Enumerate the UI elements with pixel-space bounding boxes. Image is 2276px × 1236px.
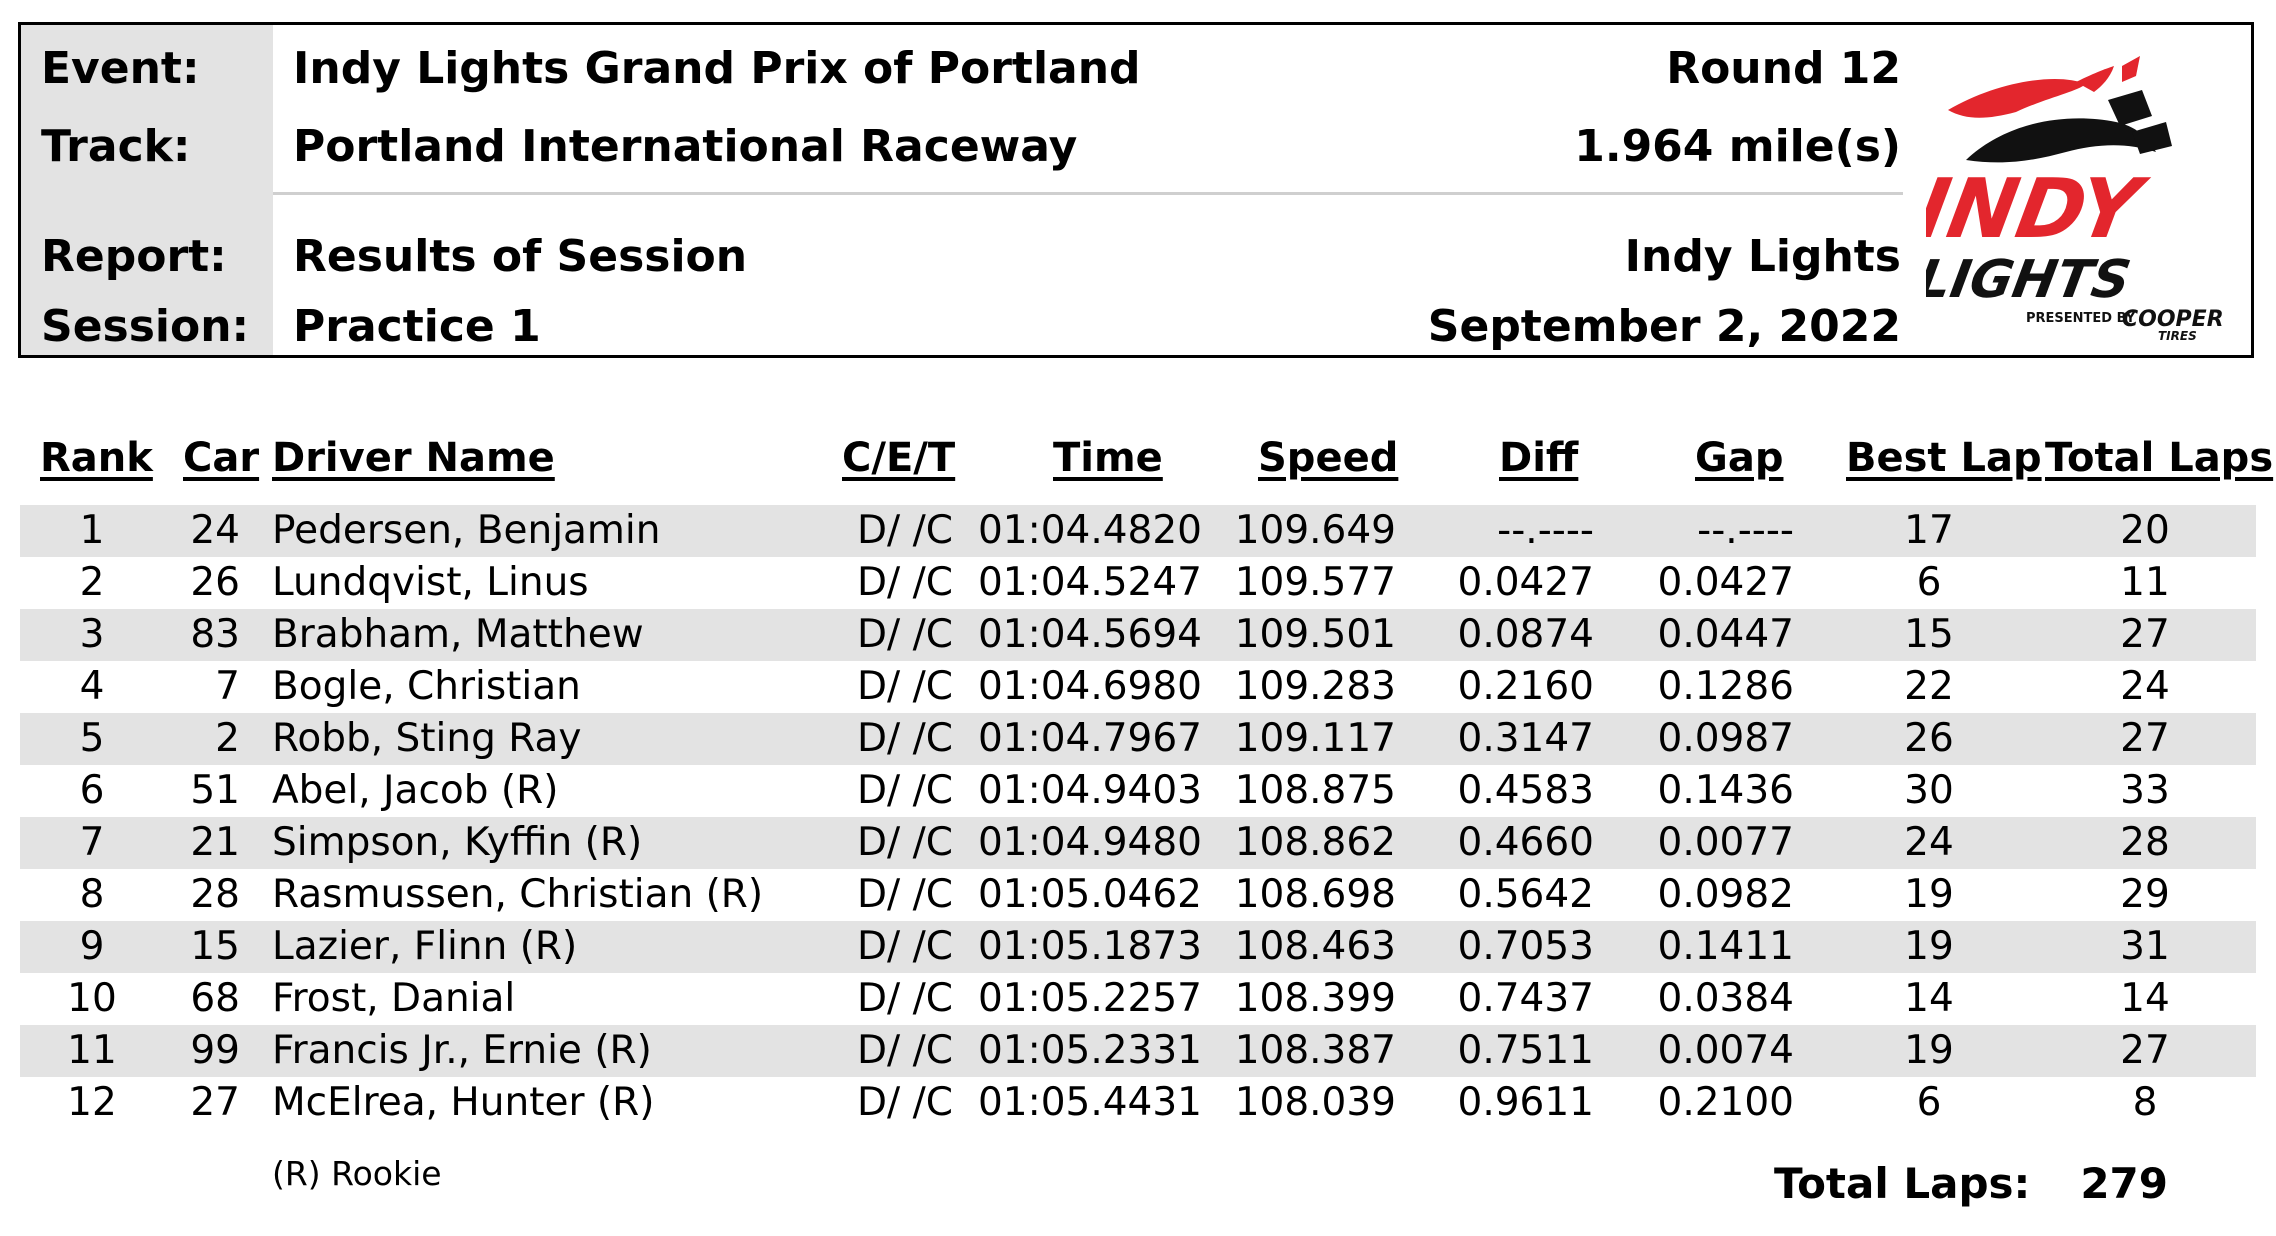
cell-best-lap: 19 (1904, 1028, 1954, 1073)
cell-car: 7 (215, 664, 240, 709)
cell-total-laps: 8 (2132, 1080, 2158, 1125)
table-row (20, 765, 2256, 817)
cell-car: 99 (190, 1028, 240, 1073)
table-row (20, 609, 2256, 661)
cell-best-lap: 26 (1904, 716, 1954, 761)
cell-diff: 0.5642 (1457, 872, 1594, 917)
cell-speed: 108.039 (1234, 1080, 1396, 1125)
cell-gap: 0.0987 (1657, 716, 1794, 761)
cell-best-lap: 19 (1904, 872, 1954, 917)
cell-total-laps: 29 (2120, 872, 2170, 917)
cell-driver: Rasmussen, Christian (R) (272, 872, 764, 917)
cell-rank: 4 (79, 664, 105, 709)
cell-rank: 1 (79, 508, 105, 553)
report-name: Results of Session (293, 231, 748, 282)
cell-cet: D/ /C (857, 1080, 953, 1125)
cell-car: 21 (190, 820, 240, 865)
session-date: September 2, 2022 (1427, 301, 1901, 352)
session-header (18, 22, 2254, 358)
col-diff: Diff (1499, 435, 1579, 481)
cell-cet: D/ /C (857, 924, 953, 969)
cell-total-laps: 11 (2120, 560, 2170, 605)
cell-driver: Simpson, Kyffin (R) (272, 820, 643, 865)
cell-best-lap: 6 (1916, 1080, 1942, 1125)
logo-indy-text: INDY (1926, 161, 2148, 257)
cell-time: 01:05.0462 (977, 872, 1202, 917)
cell-total-laps: 31 (2120, 924, 2170, 969)
cell-speed: 108.698 (1234, 872, 1396, 917)
cell-driver: Robb, Sting Ray (272, 716, 582, 761)
logo-lights-text: LIGHTS (1926, 249, 2136, 310)
cell-cet: D/ /C (857, 716, 953, 761)
cell-best-lap: 19 (1904, 924, 1954, 969)
track-label: Track: (41, 121, 191, 172)
cell-best-lap: 30 (1904, 768, 1954, 813)
cell-driver: Abel, Jacob (R) (272, 768, 559, 813)
col-gap: Gap (1695, 435, 1784, 481)
logo-sponsor: COOPER (2122, 307, 2224, 332)
cell-time: 01:04.5247 (977, 560, 1202, 605)
col-best-lap: Best Lap (1846, 435, 2042, 481)
cell-rank: 5 (79, 716, 105, 761)
cell-cet: D/ /C (857, 612, 953, 657)
cell-total-laps: 27 (2120, 1028, 2170, 1073)
col-driver: Driver Name (272, 435, 555, 481)
cell-speed: 108.399 (1234, 976, 1396, 1021)
cell-diff: 0.3147 (1457, 716, 1594, 761)
cell-time: 01:05.1873 (977, 924, 1202, 969)
cell-cet: D/ /C (857, 820, 953, 865)
cell-rank: 9 (79, 924, 105, 969)
cell-driver: Francis Jr., Ernie (R) (272, 1028, 652, 1073)
cell-gap: --.---- (1697, 508, 1794, 553)
cell-diff: 0.9611 (1457, 1080, 1594, 1125)
table-row (20, 973, 2256, 1025)
cell-rank: 6 (79, 768, 105, 813)
col-total-laps: Total Laps (2045, 435, 2274, 481)
cell-driver: Pedersen, Benjamin (272, 508, 661, 553)
cell-total-laps: 24 (2120, 664, 2170, 709)
cell-cet: D/ /C (857, 664, 953, 709)
cell-gap: 0.0077 (1657, 820, 1794, 865)
cell-time: 01:04.9480 (977, 820, 1202, 865)
cell-total-laps: 27 (2120, 716, 2170, 761)
cell-driver: Brabham, Matthew (272, 612, 644, 657)
report-label: Report: (41, 231, 227, 282)
cell-car: 2 (215, 716, 240, 761)
cell-driver: McElrea, Hunter (R) (272, 1080, 655, 1125)
col-car: Car (183, 435, 260, 481)
cell-speed: 109.117 (1234, 716, 1396, 761)
track-name: Portland International Raceway (293, 121, 1078, 172)
round-number: Round 12 (1666, 43, 1901, 94)
cell-car: 26 (190, 560, 240, 605)
cell-driver: Bogle, Christian (272, 664, 581, 709)
cell-diff: 0.7053 (1457, 924, 1594, 969)
indy-lights-logo-icon (1926, 42, 2236, 342)
col-rank: Rank (40, 435, 153, 481)
cell-driver: Lundqvist, Linus (272, 560, 589, 605)
logo-presented-by: PRESENTED BY (2026, 311, 2136, 326)
cell-time: 01:04.4820 (977, 508, 1202, 553)
table-row (20, 817, 2256, 869)
cell-speed: 109.283 (1234, 664, 1396, 709)
cell-cet: D/ /C (857, 872, 953, 917)
series-name: Indy Lights (1624, 231, 1901, 282)
table-row (20, 557, 2256, 609)
cell-diff: 0.7437 (1457, 976, 1594, 1021)
cell-cet: D/ /C (857, 508, 953, 553)
cell-diff: --.---- (1497, 508, 1594, 553)
cell-car: 27 (190, 1080, 240, 1125)
event-label: Event: (41, 43, 200, 94)
cell-total-laps: 20 (2120, 508, 2170, 553)
cell-car: 28 (190, 872, 240, 917)
cell-car: 83 (190, 612, 240, 657)
cell-best-lap: 22 (1904, 664, 1954, 709)
cell-gap: 0.1411 (1657, 924, 1794, 969)
cell-rank: 12 (67, 1080, 117, 1125)
cell-cet: D/ /C (857, 976, 953, 1021)
cell-diff: 0.0427 (1457, 560, 1594, 605)
cell-total-laps: 33 (2120, 768, 2170, 813)
cell-gap: 0.0427 (1657, 560, 1794, 605)
cell-diff: 0.0874 (1457, 612, 1594, 657)
cell-total-laps: 28 (2120, 820, 2170, 865)
cell-gap: 0.0384 (1657, 976, 1794, 1021)
cell-time: 01:04.6980 (977, 664, 1202, 709)
cell-time: 01:05.4431 (977, 1080, 1202, 1125)
cell-car: 15 (190, 924, 240, 969)
cell-rank: 10 (67, 976, 117, 1021)
table-row (20, 921, 2256, 973)
cell-time: 01:04.7967 (977, 716, 1202, 761)
cell-time: 01:04.5694 (977, 612, 1202, 657)
cell-car: 68 (190, 976, 240, 1021)
cell-gap: 0.0447 (1657, 612, 1794, 657)
cell-rank: 8 (79, 872, 105, 917)
cell-gap: 0.1436 (1657, 768, 1794, 813)
cell-diff: 0.4660 (1457, 820, 1594, 865)
session-label: Session: (41, 301, 250, 352)
cell-cet: D/ /C (857, 768, 953, 813)
total-laps-label: Total Laps: (1774, 1159, 2031, 1208)
cell-speed: 108.387 (1234, 1028, 1396, 1073)
cell-time: 01:04.9403 (977, 768, 1202, 813)
col-cet: C/E/T (842, 435, 956, 481)
table-row (20, 505, 2256, 557)
cell-time: 01:05.2331 (977, 1028, 1202, 1073)
cell-driver: Lazier, Flinn (R) (272, 924, 578, 969)
cell-best-lap: 24 (1904, 820, 1954, 865)
col-speed: Speed (1258, 435, 1399, 481)
cell-gap: 0.0982 (1657, 872, 1794, 917)
table-row (20, 713, 2256, 765)
cell-rank: 7 (79, 820, 105, 865)
cell-speed: 109.577 (1234, 560, 1396, 605)
rookie-note: (R) Rookie (272, 1154, 442, 1193)
cell-gap: 0.0074 (1657, 1028, 1794, 1073)
logo-sponsor-sub: TIRES (2158, 329, 2197, 342)
cell-best-lap: 6 (1916, 560, 1942, 605)
table-row (20, 1077, 2256, 1129)
table-row (20, 661, 2256, 713)
table-row (20, 1025, 2256, 1077)
cell-speed: 108.875 (1234, 768, 1396, 813)
cell-diff: 0.7511 (1457, 1028, 1594, 1073)
cell-cet: D/ /C (857, 560, 953, 605)
cell-best-lap: 15 (1904, 612, 1954, 657)
cell-gap: 0.1286 (1657, 664, 1794, 709)
cell-rank: 3 (79, 612, 105, 657)
cell-cet: D/ /C (857, 1028, 953, 1073)
cell-rank: 2 (79, 560, 105, 605)
session-name: Practice 1 (293, 301, 541, 352)
cell-total-laps: 27 (2120, 612, 2170, 657)
cell-rank: 11 (67, 1028, 117, 1073)
cell-best-lap: 17 (1904, 508, 1954, 553)
col-time: Time (1053, 435, 1163, 481)
results-table-header (0, 428, 2276, 488)
cell-best-lap: 14 (1904, 976, 1954, 1021)
header-divider (273, 192, 1903, 195)
cell-total-laps: 14 (2120, 976, 2170, 1021)
cell-time: 01:05.2257 (977, 976, 1202, 1021)
results-table-body (20, 505, 2256, 1129)
cell-speed: 109.501 (1234, 612, 1396, 657)
cell-diff: 0.2160 (1457, 664, 1594, 709)
event-name: Indy Lights Grand Prix of Portland (293, 43, 1141, 94)
table-row (20, 869, 2256, 921)
cell-speed: 109.649 (1234, 508, 1396, 553)
cell-driver: Frost, Danial (272, 976, 516, 1021)
cell-diff: 0.4583 (1457, 768, 1594, 813)
total-laps-value: 279 (2080, 1159, 2168, 1208)
cell-speed: 108.862 (1234, 820, 1396, 865)
cell-car: 51 (190, 768, 240, 813)
cell-speed: 108.463 (1234, 924, 1396, 969)
cell-car: 24 (190, 508, 240, 553)
cell-gap: 0.2100 (1657, 1080, 1794, 1125)
track-length: 1.964 mile(s) (1574, 121, 1901, 172)
